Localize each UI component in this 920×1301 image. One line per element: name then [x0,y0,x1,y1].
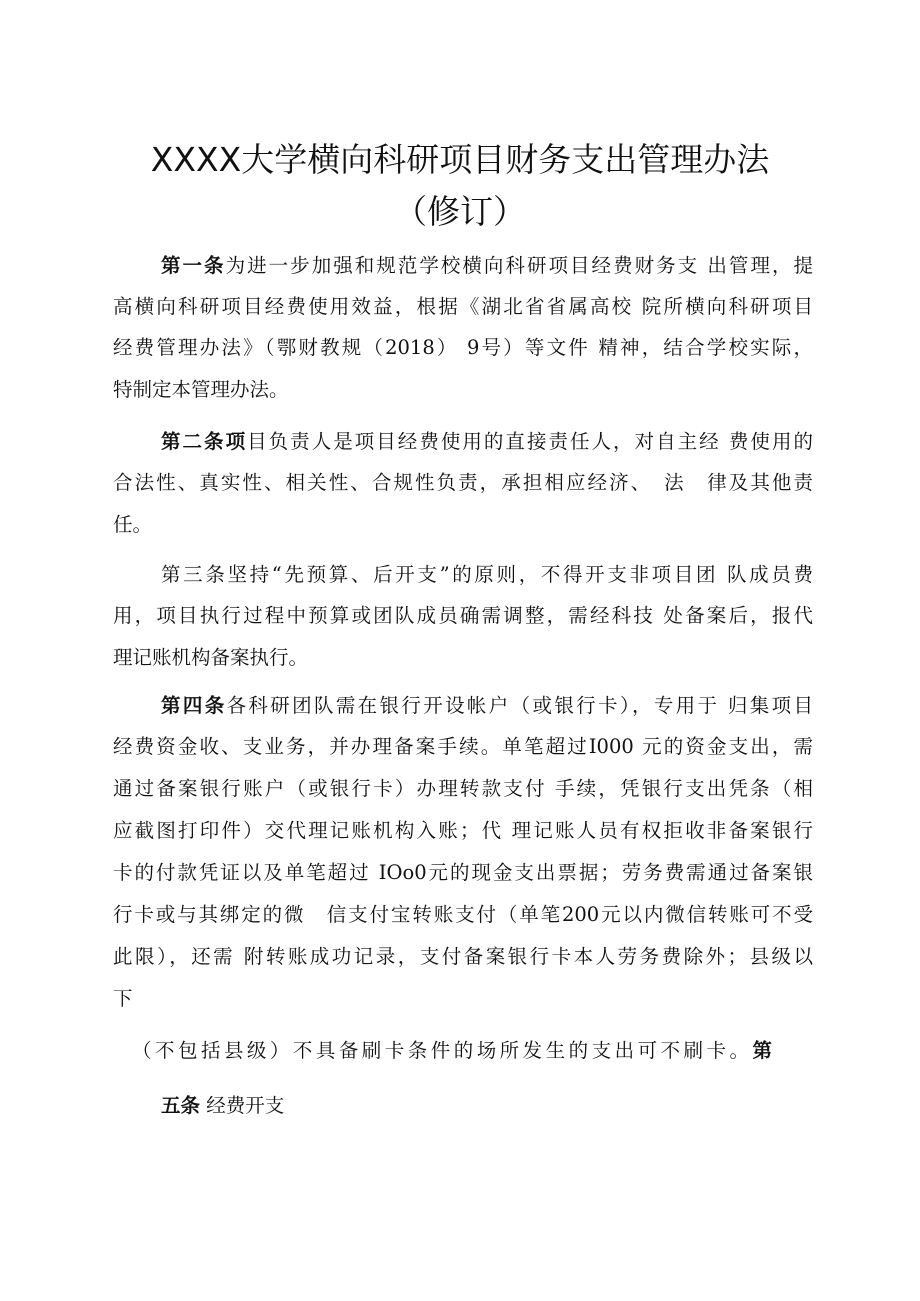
article-4-line: （不包括县级）不具备刷卡条件的场所发生的支出可不刷卡。第 [132,1039,772,1062]
article-4-label: 第四条 [161,694,227,717]
article-2-line: 第二条项目负责人是项目经费使用的直接责任人，对自主经 费使用的 [161,430,813,453]
article-1-line: 高横向科研项目经费使用效益，根据《湖北省省属高校 院所横向科研项目 [113,295,813,318]
article-4-line: 此限），还需 附转账成功记录，支付备案银行卡本人劳务费除外；县级以 [113,945,813,968]
article-2-line: 任。 [113,513,153,536]
article-5-label: 五条 [161,1094,201,1117]
article-5-line: 五条 经费开支 [161,1094,285,1117]
article-4-line: 下 [113,987,133,1010]
article-1-line: 第一条为进一步加强和规范学校横向科研项目经费财务支 出管理，提 [161,254,813,277]
article-2-line: 合法性、真实性、相关性、合规性负责，承担相应经济、 法 律及其他责 [113,471,813,494]
article-4-line: 第四条各科研团队需在银行开设帐户（或银行卡），专用于 归集项目 [161,694,813,717]
document-title: XXXX大学横向科研项目财务支出管理办法 [150,140,770,179]
article-3-line: 第三条坚持“先预算、后开支”的原则，不得开支非项目团 队成员费 [161,563,813,586]
article-4-line: 行卡或与其绑定的微 信支付宝转账支付（单笔200元以内微信转账可不受 [113,903,813,926]
article-4-line: 通过备案银行账户（或银行卡）办理转款支付 手续，凭银行支出凭条（相 [113,777,813,800]
article-3-line: 理记账机构备案执行。 [113,646,309,669]
article-4-line: 经费资金收、支业务，并办理备案手续。单笔超过I000 元的资金支出，需 [113,735,813,758]
article-4-line: 卡的付款凭证以及单笔超过 IOo0元的现金支出票据；劳务费需通过备案银 [113,861,813,884]
article-1-line: 经费管理办法》（鄂财教规（2018） 9号）等文件 精神，结合学校实际， [113,336,813,359]
article-1-line: 特制定本管理办法。 [113,378,289,401]
article-4-line: 应截图打印件）交代理记账机构入账；代 理记账人员有权拒收非备案银行 [113,819,813,842]
article-3-line: 用，项目执行过程中预算或团队成员确需调整，需经科技 处备案后，报代 [113,604,813,627]
article-2-label: 第二条项 [161,430,248,453]
document-subtitle: （修订） [394,192,526,231]
article-1-label: 第一条 [161,254,226,277]
